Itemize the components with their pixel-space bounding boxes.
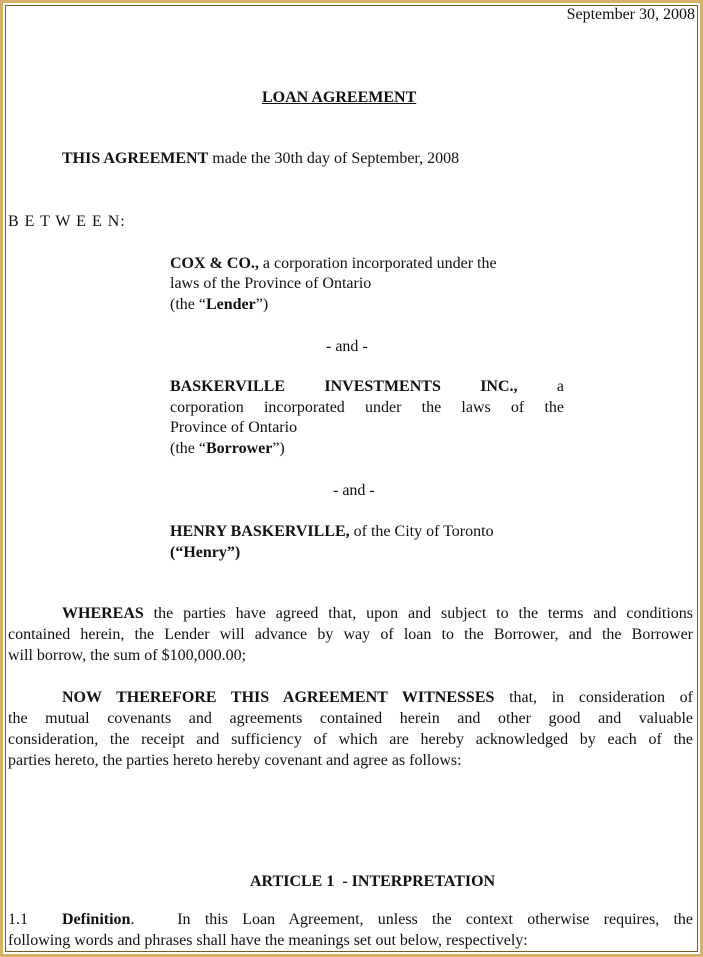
henry-role: (“Henry”) [170, 544, 241, 561]
borrower-role-suffix: ”) [272, 440, 285, 457]
borrower-line-1 [170, 377, 564, 398]
section-1-1-number: 1.1 [8, 911, 28, 928]
borrower-role-prefix: (the “ [170, 440, 206, 457]
article-heading: ARTICLE 1 - INTERPRETATION [250, 873, 496, 890]
now-therefore-line-1-rest: that, in consideration of [494, 689, 693, 706]
now-therefore-line-1 [62, 688, 693, 709]
now-therefore-lead: NOW THEREFORE THIS AGREEMENT WITNESSES [62, 689, 495, 706]
lender-role-suffix: ”) [255, 296, 269, 313]
whereas-line-1-rest: the parties have agreed that, upon and subject to the terms and conditions [143, 605, 693, 622]
intro-lead: THIS AGREEMENT [62, 150, 209, 167]
document-title: LOAN AGREEMENT [262, 89, 417, 106]
whereas-line-2: contained herein, the Lender will advance by way of loan to the Borrower, and the Borrower [8, 626, 693, 643]
section-1-1-line-2: following words and phrases shall have the meanings set out below, respectively: [8, 932, 528, 949]
henry-line-1 [170, 522, 494, 542]
lender-line-1 [170, 254, 497, 274]
henry-desc: of the City of Toronto [349, 523, 494, 540]
section-1-1-line-1-rest: . In this Loan Agreement, unless the context otherwise requires, the [130, 911, 693, 928]
borrower-desc-3: Province of Ontario [170, 419, 298, 436]
page-border-inner [5, 5, 698, 952]
lender-desc-1: a corporation incorporated under the [258, 255, 497, 272]
whereas-lead: WHEREAS [62, 605, 144, 622]
now-therefore-line-4: parties hereto, the parties hereto hereby covenant and agree as follows: [8, 752, 462, 769]
lender-name: COX & CO., [170, 255, 259, 272]
henry-name: HENRY BASKERVILLE, [170, 523, 350, 540]
intro-rest: made the 30th day of September, 2008 [208, 150, 460, 167]
lender-role-line [170, 295, 268, 315]
borrower-role: Borrower [205, 440, 273, 457]
whereas-line-1 [62, 604, 693, 625]
date-header: September 30, 2008 [566, 6, 695, 23]
lender-role-prefix: (the “ [170, 296, 206, 313]
and-separator-1: - and - [326, 338, 368, 355]
lender-desc-2: laws of the Province of Ontario [170, 275, 372, 292]
whereas-line-3: will borrow, the sum of $100,000.00; [8, 647, 247, 664]
section-1-1-heading: Definition [62, 911, 131, 928]
borrower-desc-1: a [556, 378, 564, 395]
intro-paragraph [62, 149, 459, 169]
lender-role: Lender [205, 296, 256, 313]
borrower-name: BASKERVILLE INVESTMENTS INC., [170, 378, 518, 395]
and-separator-2: - and - [333, 482, 375, 499]
between-label: B E T W E E N: [8, 213, 126, 230]
now-therefore-line-3: consideration, the receipt and sufficiency of which are hereby acknowledged by each of the [8, 731, 693, 748]
now-therefore-line-2: the mutual covenants and agreements contained herein and other good and valuable [8, 710, 693, 727]
borrower-desc-2: corporation incorporated under the laws of the [170, 399, 564, 416]
section-1-1-line-1 [62, 910, 693, 931]
borrower-role-line [170, 439, 285, 459]
